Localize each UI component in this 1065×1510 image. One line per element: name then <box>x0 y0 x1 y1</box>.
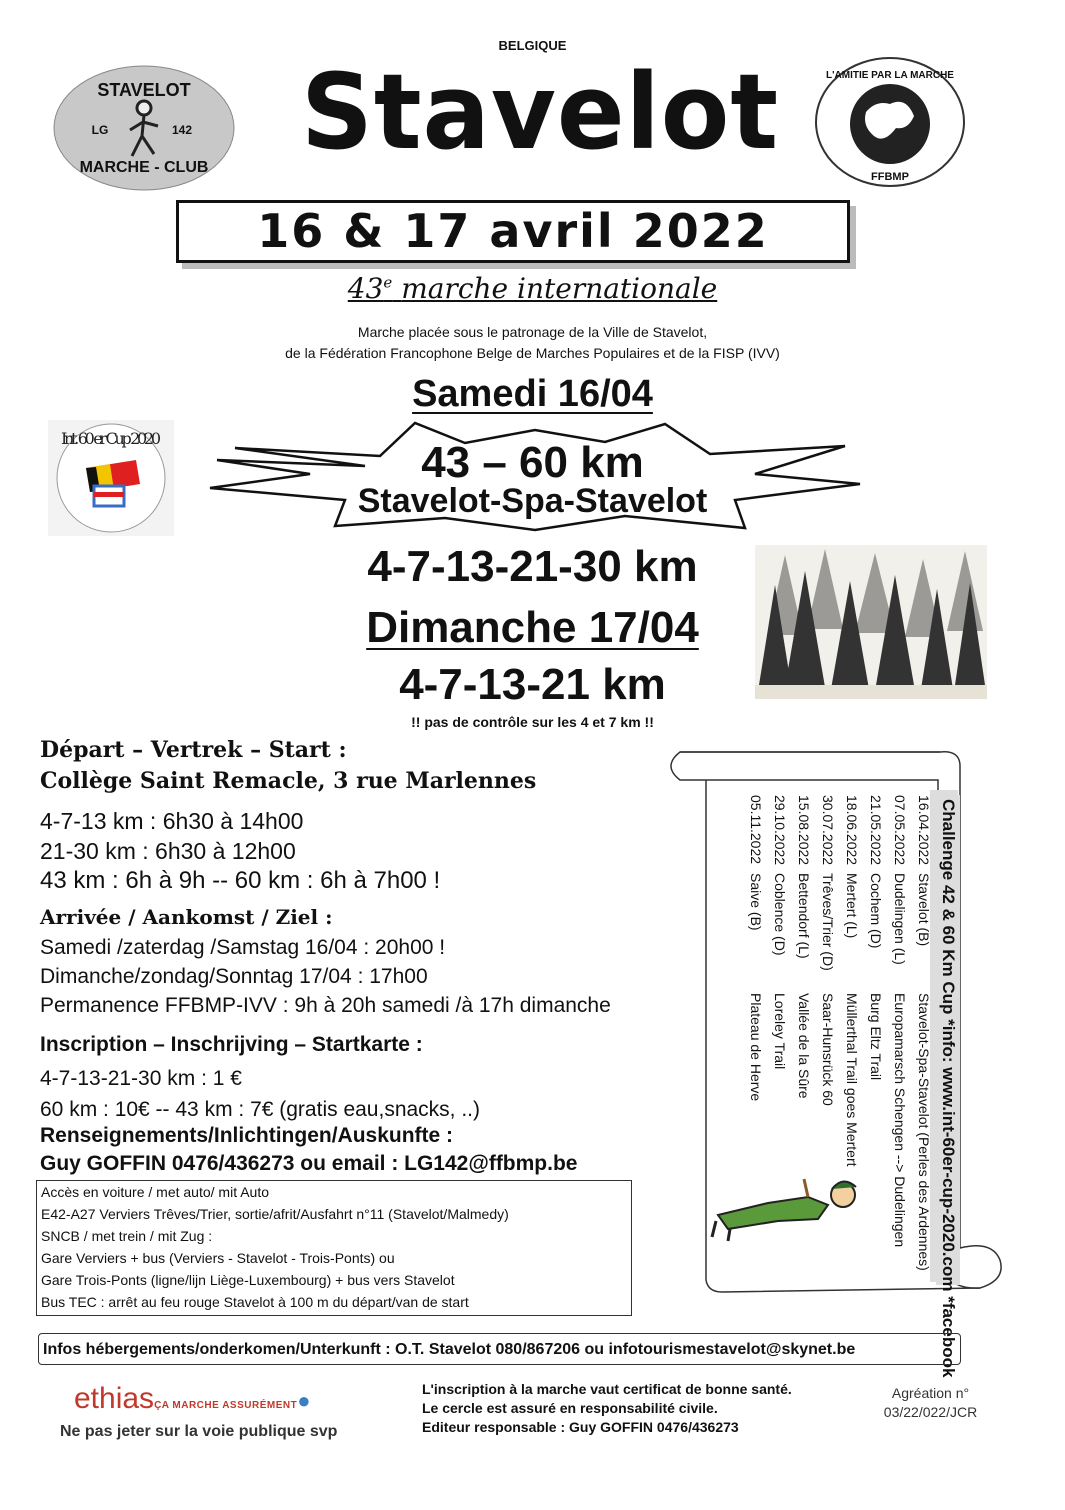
challenge-date: 05.11.2022 <box>748 795 764 865</box>
patronage-line-1: Marche placée sous le patronage de la Ville de Stavelot, <box>357 324 708 340</box>
access-line: Bus TEC : arrêt au feu rouge Stavelot à 100 m du départ/van de start <box>41 1294 469 1310</box>
challenge-event: Saar-Hunsrück 60 <box>820 993 836 1106</box>
edition-title <box>0 272 1065 305</box>
access-box <box>36 1180 632 1316</box>
access-line: SNCB / met trein / mit Zug : <box>41 1228 213 1244</box>
challenge-place: Mertert (L) <box>844 873 860 939</box>
saturday-distances: 4-7-13-21-30 km <box>367 542 698 591</box>
challenge-event: Europamarsch Schengen --> Dudelingen <box>892 993 908 1248</box>
challenge-event: Plateau de Herve <box>748 993 764 1102</box>
date-banner <box>176 200 850 263</box>
patronage-line-2: de la Fédération Francophone Belge de Marches Populaires et de la FISP (IVV) <box>285 345 780 361</box>
inscription-line: 4-7-13-21-30 km : 1 € <box>40 1067 242 1090</box>
arrival-title: Arrivée / Aankomst / Ziel : <box>40 905 333 929</box>
challenge-date: 30.07.2022 <box>820 795 836 866</box>
challenge-event: Vallée de la Sûre <box>796 993 812 1099</box>
agreement-number: 03/22/022/JCR <box>883 1404 978 1420</box>
start-time-line: 43 km : 6h à 9h -- 60 km : 6h à 7h00 ! <box>40 867 441 894</box>
inscription-lines <box>40 1063 480 1125</box>
agreement-label: Agréation n° <box>891 1385 970 1401</box>
legal-text <box>422 1380 792 1437</box>
access-line: Accès en voiture / met auto/ mit Auto <box>41 1184 269 1200</box>
ffbmp-logo-bottom: FFBMP <box>871 171 909 183</box>
sponsor-logo <box>74 1382 311 1416</box>
access-line: Gare Trois-Ponts (ligne/lijn Liège-Luxembourg) + bus vers Stavelot <box>41 1272 455 1288</box>
access-line: Gare Verviers + bus (Verviers - Stavelot - Trois-Ponts) ou <box>41 1250 395 1266</box>
inscription-title: Inscription – Inschrijving – Startkarte : <box>40 1033 423 1056</box>
challenge-place: Saive (B) <box>748 873 764 931</box>
start-location: Collège Saint Remacle, 3 rue Marlennes <box>40 768 537 794</box>
edition-text: marche internationale <box>401 272 718 305</box>
challenge-row <box>888 795 912 1285</box>
challenge-event: Müllerthal Trail goes Mertert <box>844 993 860 1167</box>
challenge-event: Burg Eltz Trail <box>868 993 884 1081</box>
litter-notice: Ne pas jeter sur la voie publique svp <box>60 1423 338 1440</box>
sponsor-name: ethias <box>74 1382 155 1415</box>
sunday-title: Dimanche 17/04 <box>366 603 699 652</box>
route-name: Stavelot-Spa-Stavelot <box>357 482 708 520</box>
edition-superscript: e <box>383 273 393 292</box>
challenge-place: Trêves/Trier (D) <box>820 873 836 971</box>
challenge-place: Coblence (D) <box>772 873 788 956</box>
challenge-date: 16.04.2022 <box>916 795 932 866</box>
challenge-title: Challenge 42 & 60 Km Cup *info: www.int-60er-cup-2020.com *facebook <box>936 795 960 1285</box>
legal-line: Le cercle est assuré en responsabilité civile. <box>422 1400 718 1416</box>
challenge-date: 21.05.2022 <box>868 795 884 866</box>
club-logo-left: LG <box>91 123 109 137</box>
challenge-row <box>912 795 936 1285</box>
walker-cartoon-icon <box>708 1175 868 1245</box>
arrival-line: Permanence FFBMP-IVV : 9h à 20h samedi /à 17h dimanche <box>40 994 611 1017</box>
accommodation-info: Infos hébergements/onderkomen/Unterkunft : O.T. Stavelot 080/867206 ou infotourismestavelot@skynet.be <box>38 1333 961 1365</box>
challenge-place: Bettendorf (L) <box>796 873 812 959</box>
info-title: Renseignements/Inlichtingen/Auskunfte : <box>40 1124 454 1147</box>
sponsor-slogan: ÇA MARCHE ASSURÉMENT <box>154 1400 298 1411</box>
challenge-event: Stavelot-Spa-Stavelot (Perles des Ardennes) <box>916 993 932 1271</box>
event-dates: 16 & 17 avril 2022 <box>257 204 769 258</box>
sunday-distances: 4-7-13-21 km <box>399 660 666 709</box>
legal-line: Editeur responsable : Guy GOFFIN 0476/436273 <box>422 1419 739 1435</box>
arrival-lines <box>40 933 611 1020</box>
country-label: BELGIQUE <box>498 38 567 53</box>
access-line: E42-A27 Verviers Trêves/Trier, sortie/afrit/Ausfahrt n°11 (Stavelot/Malmedy) <box>41 1206 509 1222</box>
agreement-info <box>868 1384 993 1422</box>
inscription-line: 60 km : 10€ -- 43 km : 7€ (gratis eau,snacks, ..) <box>40 1098 481 1121</box>
control-notice: !! pas de contrôle sur les 4 et 7 km !! <box>411 714 654 730</box>
saturday-title: Samedi 16/04 <box>412 373 653 415</box>
start-time-line: 21-30 km : 6h30 à 12h00 <box>40 838 296 864</box>
challenge-date: 07.05.2022 <box>892 795 908 866</box>
challenge-date: 15.08.2022 <box>796 795 812 866</box>
challenge-date: 18.06.2022 <box>844 795 860 866</box>
club-logo-top: STAVELOT <box>97 80 191 100</box>
start-title: Départ – Vertrek – Start : <box>40 737 347 763</box>
patronage-text <box>0 322 1065 364</box>
challenge-place: Stavelot (B) <box>916 873 932 947</box>
arrival-line: Samedi /zaterdag /Samstag 16/04 : 20h00 ! <box>40 936 446 959</box>
edition-number: 43 <box>347 272 384 305</box>
cup-logo-text: Int. 60 er Cup 2020 <box>60 429 161 448</box>
start-times <box>40 806 440 896</box>
arrival-line: Dimanche/zondag/Sonntag 17/04 : 17h00 <box>40 965 428 988</box>
challenge-event: Loreley Trail <box>772 993 788 1070</box>
club-logo <box>52 64 236 192</box>
challenge-date: 29.10.2022 <box>772 795 788 866</box>
city-title: Stavelot <box>300 51 780 173</box>
foot-icon: ● <box>297 1388 311 1413</box>
legal-line: L'inscription à la marche vaut certificat de bonne santé. <box>422 1381 792 1397</box>
ffbmp-logo <box>814 56 966 188</box>
info-contact: Guy GOFFIN 0476/436273 ou email : LG142@ffbmp.be <box>40 1152 578 1175</box>
long-distance: 43 – 60 km <box>421 438 644 487</box>
challenge-place: Cochem (D) <box>868 873 884 949</box>
challenge-place: Dudelingen (L) <box>892 873 908 965</box>
ffbmp-logo-top: L'AMITIE PAR LA MARCHE <box>826 70 954 81</box>
club-logo-right: 142 <box>171 123 193 137</box>
club-logo-bottom: MARCHE - CLUB <box>79 159 209 176</box>
start-time-line: 4-7-13 km : 6h30 à 14h00 <box>40 808 304 834</box>
